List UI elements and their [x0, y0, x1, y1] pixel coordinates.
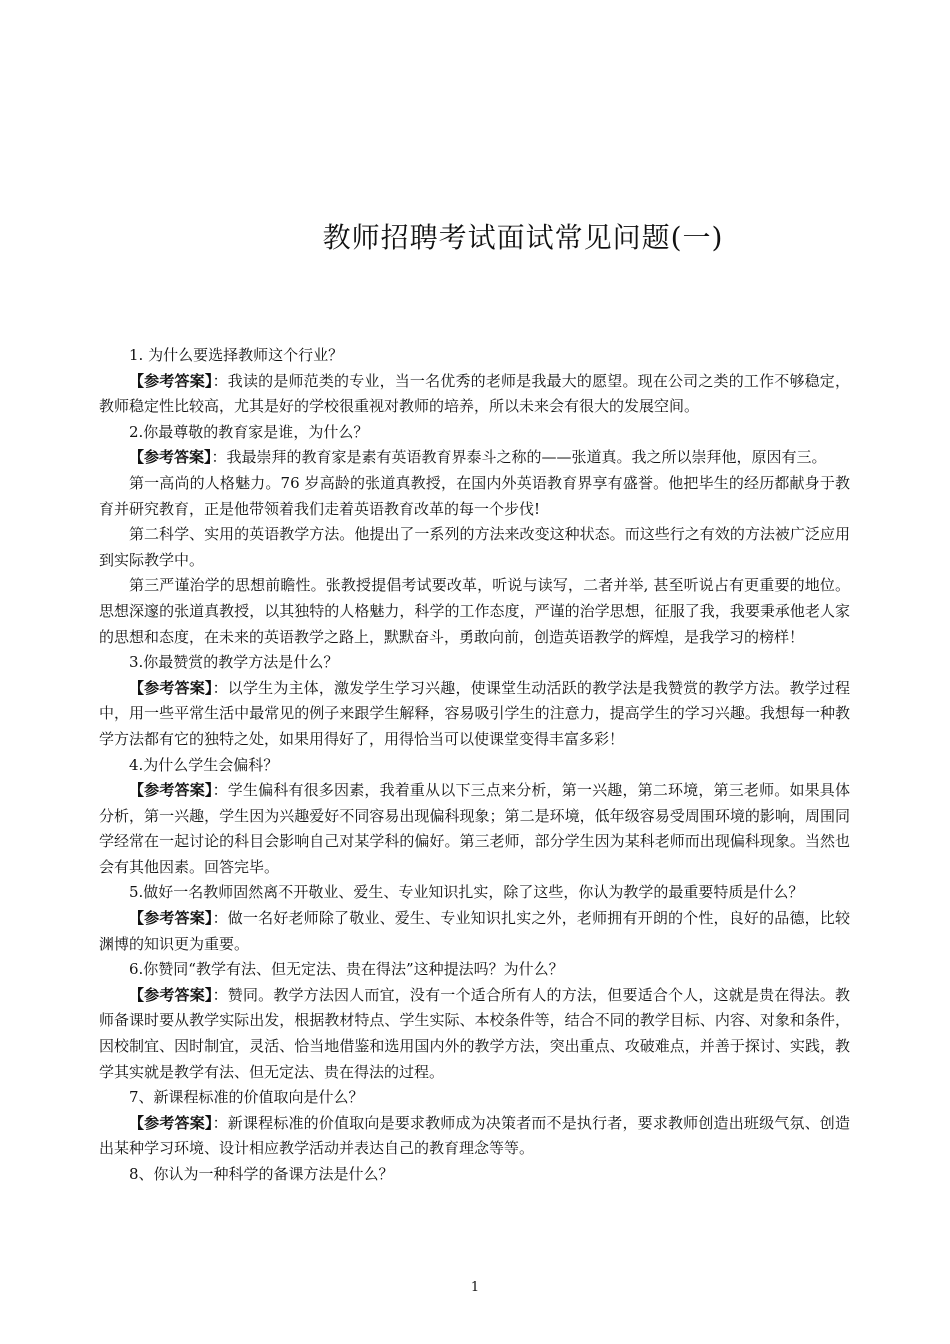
page-number: 1	[470, 1280, 480, 1295]
answer-2-point-1: 第一高尚的人格魅力。76 岁高龄的张道真教授，在国内外英语教育界享有盛誉。他把毕生的经历都献身于教育并研究教育，正是他带领着我们走着英语教育改革的每一个步伐!	[99, 473, 850, 518]
question-5: 5.做好一名教师固然离不开敬业、爱生、专业知识扎实，除了这些，你认为教学的最重要特质是什么？	[129, 883, 804, 902]
answer-text: ：我最崇拜的教育家是素有英语教育界泰斗之称的——张道真。我之所以崇拜他，原因有三。	[211, 448, 827, 467]
answer-2-point-2: 第二科学、实用的英语教学方法。他提出了一系列的方法来改变这种状态。而这些行之有效的方法被广泛应用到实际教学中。	[99, 525, 850, 569]
question-1: 1. 为什么要选择教师这个行业？	[129, 346, 344, 364]
answer-label: 【参考答案】	[129, 448, 212, 467]
answer-4	[99, 778, 850, 880]
answer-label: 【参考答案】	[129, 781, 213, 800]
answer-label: 【参考答案】	[129, 678, 213, 697]
answer-1	[99, 369, 850, 420]
answer-text: ：赞同。教学方法因人而宜，没有一个适合所有人的方法，但要适合个人，这就是贵在得法。教师备课时要从教学实际出发，根据教材特点、学生实际、本校条件等，结合不同的教学目标、内容、对象和条件，因校制宜、因时制宜，灵活、恰当地借鉴和选用国内外的教学方法，突出重点、攻破难点，并善于探讨、实践，教学其实就是教学有法、但无定法、贵在得法的过程。	[99, 985, 850, 1081]
answer-label: 【参考答案】	[129, 1113, 213, 1132]
answer-label: 【参考答案】	[129, 371, 213, 390]
question-8: 8、你认为一种科学的备课方法是什么？	[129, 1165, 394, 1183]
question-6: 6.你赞同“教学有法、但无定法、贵在得法”这种提法吗？为什么？	[129, 960, 564, 979]
answer-text: ：以学生为主体，激发学生学习兴趣，使课堂生动活跃的教学法是我赞赏的教学方法。教学过程中，用一些平常生活中最常见的例子来跟学生解释，容易吸引学生的注意力，提高学生的学习兴趣。我想每一种教学方法都有它的独特之处，如果用得好了，用得恰当可以使课堂变得丰富多彩！	[99, 678, 850, 748]
question-7: 7、新课程标准的价值取向是什么？	[129, 1088, 364, 1107]
document-title: 教师招聘考试面试常见问题(一)	[322, 221, 724, 254]
question-3: 3.你最赞赏的教学方法是什么？	[129, 653, 339, 672]
question-2: 2.你最尊敬的教育家是谁，为什么？	[129, 422, 369, 441]
answer-3	[99, 676, 850, 753]
answer-2-point-3: 第三严谨治学的思想前瞻性。张教授提倡考试要改革，听说与读写，二者并举, 甚至听说占有更重要的地位。思想深邃的张道真教授，以其独特的人格魅力，科学的工作态度，严谨的治学思想，征服了我，我要秉承他老人家的思想和态度，在未来的英语教学之路上，默默奋斗，勇敢向前，创造英语教学的辉煌，是我学习的榜样！	[99, 576, 850, 646]
answer-text: ：做一名好老师除了敬业、爱生、专业知识扎实之外，老师拥有开朗的个性，良好的品德，比较渊博的知识更为重要。	[99, 909, 850, 953]
answer-5	[99, 906, 850, 957]
answer-label: 【参考答案】	[129, 985, 213, 1004]
question-4: 4.为什么学生会偏科？	[129, 755, 279, 774]
answer-text: ：我读的是师范类的专业，当一名优秀的老师是我最大的愿望。现在公司之类的工作不够稳定，教师稳定性比较高，尤其是好的学校很重视对教师的培养，所以未来会有很大的发展空间。	[99, 371, 850, 416]
answer-text: ：学生偏科有很多因素，我着重从以下三点来分析，第一兴趣，第二环境，第三老师。如果具体分析，第一兴趣，学生因为兴趣爱好不同容易出现偏科现象；第二是环境，低年级容易受周围环境的影响，周围同学经常在一起讨论的科目会影响自己对某学科的偏好。第三老师，部分学生因为某科老师而出现偏科现象。当然也会有其他因素。回答完毕。	[99, 781, 850, 876]
answer-6	[99, 983, 850, 1085]
answer-2	[99, 445, 850, 471]
answer-7	[99, 1111, 850, 1162]
answer-text: ：新课程标准的价值取向是要求教师成为决策者而不是执行者，要求教师创造出班级气氛、创造出某种学习环境、设计相应教学活动并表达自己的教育理念等等。	[99, 1113, 850, 1158]
document-body	[99, 343, 850, 1188]
answer-label: 【参考答案】	[129, 909, 213, 928]
